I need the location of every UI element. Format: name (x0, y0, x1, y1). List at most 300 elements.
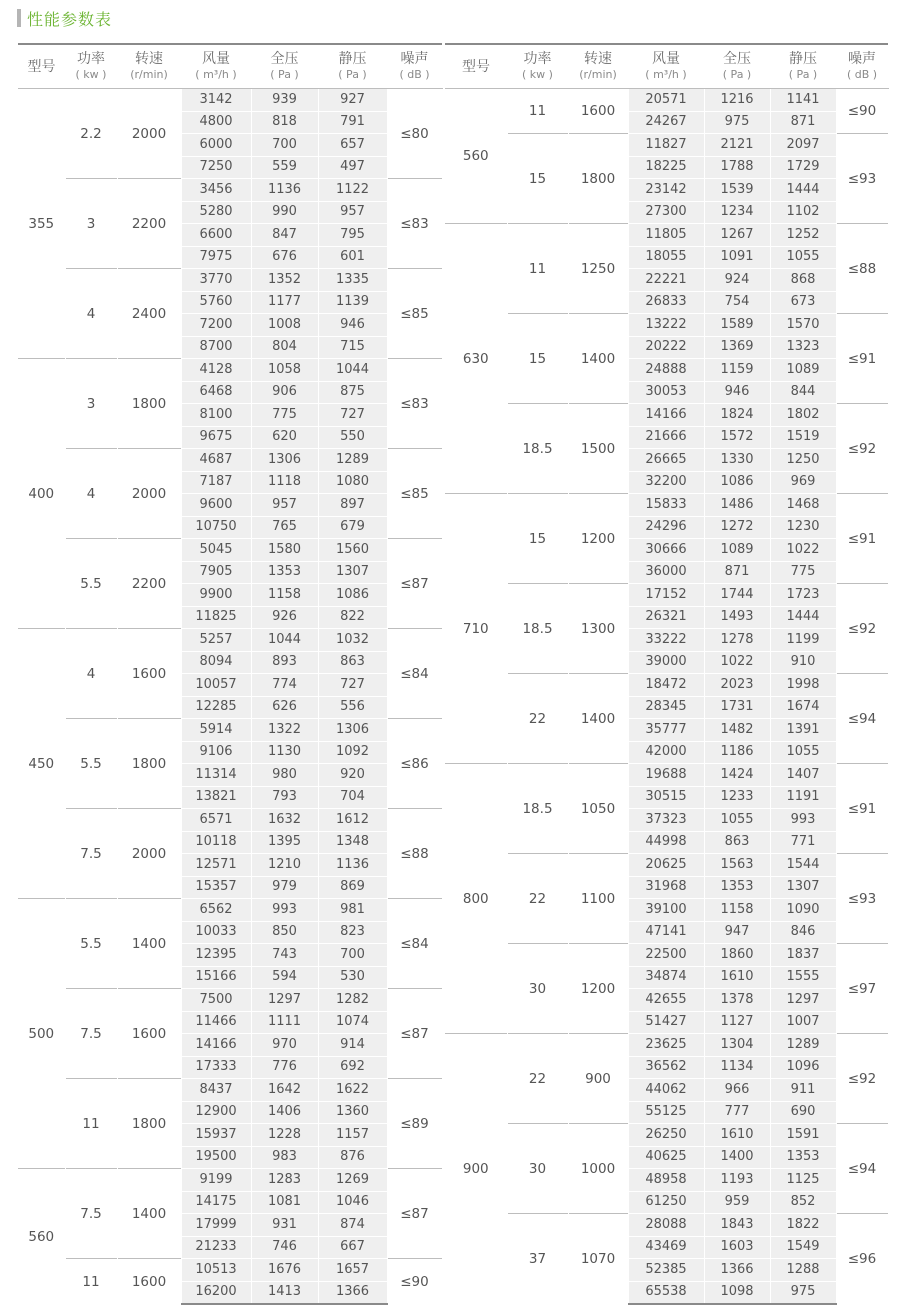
total-pressure-cell: 893 (251, 651, 318, 674)
noise-cell: ≤92 (836, 584, 888, 674)
static-pressure-cell: 1307 (770, 876, 836, 899)
airflow-cell: 12395 (181, 944, 251, 967)
static-pressure-cell: 1353 (770, 1146, 836, 1169)
static-pressure-cell: 704 (318, 786, 387, 809)
total-pressure-cell: 746 (251, 1236, 318, 1259)
total-pressure-cell: 1400 (704, 1146, 770, 1169)
noise-cell: ≤87 (387, 539, 442, 629)
airflow-cell: 12285 (181, 696, 251, 719)
power-cell: 18.5 (507, 584, 568, 674)
power-cell: 4 (65, 449, 117, 539)
static-pressure-cell: 863 (318, 651, 387, 674)
airflow-cell: 42655 (628, 989, 704, 1012)
speed-cell: 1100 (568, 854, 628, 944)
noise-cell: ≤93 (836, 854, 888, 944)
static-pressure-cell: 1306 (318, 719, 387, 742)
speed-cell: 1600 (117, 1259, 181, 1305)
airflow-cell: 17999 (181, 1214, 251, 1237)
total-pressure-cell: 959 (704, 1191, 770, 1214)
static-pressure-cell: 791 (318, 111, 387, 134)
airflow-cell: 33222 (628, 629, 704, 652)
total-pressure-cell: 1744 (704, 584, 770, 607)
column-header-unit: ( dB ) (846, 67, 878, 81)
airflow-cell: 5914 (181, 719, 251, 742)
total-pressure-cell: 1306 (251, 449, 318, 472)
total-pressure-cell: 1610 (704, 966, 770, 989)
static-pressure-cell: 1125 (770, 1169, 836, 1192)
total-pressure-cell: 1058 (251, 359, 318, 382)
table-row (18, 449, 442, 472)
total-pressure-cell: 1267 (704, 224, 770, 247)
airflow-cell: 36000 (628, 561, 704, 584)
total-pressure-cell: 626 (251, 696, 318, 719)
static-pressure-cell: 1102 (770, 201, 836, 224)
airflow-cell: 17152 (628, 584, 704, 607)
static-pressure-cell: 1092 (318, 741, 387, 764)
column-header-label: 风量 (652, 50, 680, 67)
static-pressure-cell: 981 (318, 899, 387, 922)
total-pressure-cell: 1580 (251, 539, 318, 562)
table-row (445, 944, 888, 967)
column-header (18, 44, 65, 89)
static-pressure-cell: 1560 (318, 539, 387, 562)
total-pressure-cell: 1159 (704, 359, 770, 382)
column-header (628, 44, 704, 89)
airflow-cell: 20222 (628, 336, 704, 359)
static-pressure-cell: 1141 (770, 89, 836, 112)
static-pressure-cell: 1444 (770, 606, 836, 629)
total-pressure-cell: 939 (251, 89, 318, 112)
airflow-cell: 11314 (181, 764, 251, 787)
static-pressure-cell: 927 (318, 89, 387, 112)
static-pressure-cell: 1136 (318, 854, 387, 877)
static-pressure-cell: 1191 (770, 786, 836, 809)
static-pressure-cell: 1089 (770, 359, 836, 382)
noise-cell: ≤92 (836, 404, 888, 494)
speed-cell: 1800 (117, 359, 181, 449)
static-pressure-cell: 1250 (770, 449, 836, 472)
noise-cell: ≤87 (387, 989, 442, 1079)
airflow-cell: 48958 (628, 1169, 704, 1192)
total-pressure-cell: 1353 (704, 876, 770, 899)
airflow-cell: 55125 (628, 1101, 704, 1124)
model-cell: 710 (445, 494, 507, 764)
airflow-cell: 21666 (628, 426, 704, 449)
airflow-cell: 5280 (181, 201, 251, 224)
model-cell: 355 (18, 89, 65, 359)
title-accent-bar (17, 9, 21, 27)
total-pressure-cell: 1234 (704, 201, 770, 224)
static-pressure-cell: 556 (318, 696, 387, 719)
model-cell: 630 (445, 224, 507, 494)
column-header (65, 44, 117, 89)
total-pressure-cell: 1283 (251, 1169, 318, 1192)
airflow-cell: 15833 (628, 494, 704, 517)
static-pressure-cell: 692 (318, 1056, 387, 1079)
airflow-cell: 39000 (628, 651, 704, 674)
airflow-cell: 36562 (628, 1056, 704, 1079)
static-pressure-cell: 715 (318, 336, 387, 359)
speed-cell: 1800 (568, 134, 628, 224)
table-row (18, 539, 442, 562)
noise-cell: ≤87 (387, 1169, 442, 1259)
airflow-cell: 3142 (181, 89, 251, 112)
title-block (17, 7, 112, 29)
airflow-cell: 15357 (181, 876, 251, 899)
static-pressure-cell: 993 (770, 809, 836, 832)
airflow-cell: 7500 (181, 989, 251, 1012)
column-header-unit: ( Pa ) (722, 67, 752, 81)
airflow-cell: 9199 (181, 1169, 251, 1192)
table-row (18, 1259, 442, 1282)
airflow-cell: 15937 (181, 1124, 251, 1147)
airflow-cell: 7200 (181, 314, 251, 337)
static-pressure-cell: 1729 (770, 156, 836, 179)
page-title: 性能参数表 (27, 9, 113, 29)
total-pressure-cell: 774 (251, 674, 318, 697)
static-pressure-cell: 1157 (318, 1124, 387, 1147)
power-cell: 11 (507, 89, 568, 134)
total-pressure-cell: 1304 (704, 1034, 770, 1057)
total-pressure-cell: 1272 (704, 516, 770, 539)
static-pressure-cell: 1046 (318, 1191, 387, 1214)
airflow-cell: 7187 (181, 471, 251, 494)
column-header (117, 44, 181, 89)
power-cell: 3 (65, 179, 117, 269)
airflow-cell: 24296 (628, 516, 704, 539)
airflow-cell: 11827 (628, 134, 704, 157)
total-pressure-cell: 700 (251, 134, 318, 157)
total-pressure-cell: 594 (251, 966, 318, 989)
table-row (18, 899, 442, 922)
airflow-cell: 7975 (181, 246, 251, 269)
table-row (18, 989, 442, 1012)
static-pressure-cell: 1297 (770, 989, 836, 1012)
static-pressure-cell: 1055 (770, 741, 836, 764)
noise-cell: ≤90 (836, 89, 888, 134)
total-pressure-cell: 1860 (704, 944, 770, 967)
table-row (18, 359, 442, 382)
speed-cell: 1050 (568, 764, 628, 854)
total-pressure-cell: 1603 (704, 1236, 770, 1259)
airflow-cell: 31968 (628, 876, 704, 899)
column-header-unit: ( m³/h ) (195, 67, 237, 81)
static-pressure-cell: 1723 (770, 584, 836, 607)
static-pressure-cell: 914 (318, 1034, 387, 1057)
column-header-label: 转速 (135, 50, 163, 67)
power-cell: 22 (507, 1034, 568, 1124)
static-pressure-cell: 601 (318, 246, 387, 269)
column-header-label: 型号 (462, 58, 490, 75)
airflow-cell: 65538 (628, 1281, 704, 1304)
airflow-cell: 11805 (628, 224, 704, 247)
static-pressure-cell: 1555 (770, 966, 836, 989)
total-pressure-cell: 947 (704, 921, 770, 944)
total-pressure-cell: 2121 (704, 134, 770, 157)
power-cell: 4 (65, 629, 117, 719)
total-pressure-cell: 676 (251, 246, 318, 269)
static-pressure-cell: 1348 (318, 831, 387, 854)
airflow-cell: 3456 (181, 179, 251, 202)
column-header-unit: ( m³/h ) (645, 67, 687, 81)
total-pressure-cell: 1493 (704, 606, 770, 629)
model-cell: 800 (445, 764, 507, 1034)
airflow-cell: 7250 (181, 156, 251, 179)
total-pressure-cell: 1676 (251, 1259, 318, 1282)
static-pressure-cell: 1288 (770, 1259, 836, 1282)
total-pressure-cell: 1824 (704, 404, 770, 427)
performance-table-left (18, 43, 443, 1305)
static-pressure-cell: 1802 (770, 404, 836, 427)
total-pressure-cell: 1008 (251, 314, 318, 337)
airflow-cell: 22221 (628, 269, 704, 292)
airflow-cell: 27300 (628, 201, 704, 224)
header-row (18, 44, 442, 89)
airflow-cell: 8700 (181, 336, 251, 359)
static-pressure-cell: 1090 (770, 899, 836, 922)
airflow-cell: 11825 (181, 606, 251, 629)
airflow-cell: 44998 (628, 831, 704, 854)
speed-cell: 1000 (568, 1124, 628, 1214)
static-pressure-cell: 957 (318, 201, 387, 224)
column-header (568, 44, 628, 89)
total-pressure-cell: 993 (251, 899, 318, 922)
total-pressure-cell: 1193 (704, 1169, 770, 1192)
speed-cell: 1400 (568, 314, 628, 404)
static-pressure-cell: 1007 (770, 1011, 836, 1034)
airflow-cell: 12571 (181, 854, 251, 877)
column-header (251, 44, 318, 89)
total-pressure-cell: 559 (251, 156, 318, 179)
noise-cell: ≤92 (836, 1034, 888, 1124)
total-pressure-cell: 776 (251, 1056, 318, 1079)
model-cell: 560 (445, 89, 507, 224)
total-pressure-cell: 970 (251, 1034, 318, 1057)
airflow-cell: 24267 (628, 111, 704, 134)
table-row (445, 404, 888, 427)
airflow-cell: 4800 (181, 111, 251, 134)
airflow-cell: 18055 (628, 246, 704, 269)
static-pressure-cell: 2097 (770, 134, 836, 157)
column-header-unit: ( Pa ) (270, 67, 299, 81)
static-pressure-cell: 1674 (770, 696, 836, 719)
airflow-cell: 9675 (181, 426, 251, 449)
speed-cell: 1400 (117, 1169, 181, 1259)
total-pressure-cell: 1563 (704, 854, 770, 877)
noise-cell: ≤96 (836, 1214, 888, 1305)
airflow-cell: 20571 (628, 89, 704, 112)
airflow-cell: 11466 (181, 1011, 251, 1034)
total-pressure-cell: 1022 (704, 651, 770, 674)
airflow-cell: 30515 (628, 786, 704, 809)
total-pressure-cell: 1118 (251, 471, 318, 494)
speed-cell: 2000 (117, 89, 181, 179)
noise-cell: ≤85 (387, 269, 442, 359)
total-pressure-cell: 620 (251, 426, 318, 449)
airflow-cell: 9106 (181, 741, 251, 764)
static-pressure-cell: 727 (318, 674, 387, 697)
total-pressure-cell: 765 (251, 516, 318, 539)
static-pressure-cell: 550 (318, 426, 387, 449)
airflow-cell: 6000 (181, 134, 251, 157)
total-pressure-cell: 1406 (251, 1101, 318, 1124)
total-pressure-cell: 863 (704, 831, 770, 854)
noise-cell: ≤94 (836, 1124, 888, 1214)
total-pressure-cell: 777 (704, 1101, 770, 1124)
power-cell: 3 (65, 359, 117, 449)
airflow-cell: 35777 (628, 719, 704, 742)
column-header-unit: ( dB ) (399, 67, 430, 81)
airflow-cell: 23142 (628, 179, 704, 202)
static-pressure-cell: 1074 (318, 1011, 387, 1034)
noise-cell: ≤94 (836, 674, 888, 764)
total-pressure-cell: 1186 (704, 741, 770, 764)
table-row (445, 89, 888, 112)
model-cell: 560 (18, 1169, 65, 1305)
static-pressure-cell: 1998 (770, 674, 836, 697)
table-row (445, 854, 888, 877)
total-pressure-cell: 1572 (704, 426, 770, 449)
speed-cell: 1600 (117, 989, 181, 1079)
airflow-cell: 19500 (181, 1146, 251, 1169)
model-cell: 400 (18, 359, 65, 629)
total-pressure-cell: 775 (251, 404, 318, 427)
static-pressure-cell: 657 (318, 134, 387, 157)
total-pressure-cell: 1610 (704, 1124, 770, 1147)
noise-cell: ≤84 (387, 899, 442, 989)
static-pressure-cell: 969 (770, 471, 836, 494)
table-row (18, 179, 442, 202)
speed-cell: 2200 (117, 179, 181, 269)
column-header-unit: (r/min) (579, 67, 617, 81)
static-pressure-cell: 1022 (770, 539, 836, 562)
column-header-unit: ( kw ) (75, 67, 107, 81)
static-pressure-cell: 1366 (318, 1281, 387, 1304)
column-header (318, 44, 387, 89)
airflow-cell: 61250 (628, 1191, 704, 1214)
airflow-cell: 10750 (181, 516, 251, 539)
table-row (18, 1079, 442, 1102)
static-pressure-cell: 771 (770, 831, 836, 854)
total-pressure-cell: 1788 (704, 156, 770, 179)
total-pressure-cell: 1642 (251, 1079, 318, 1102)
airflow-cell: 20625 (628, 854, 704, 877)
airflow-cell: 10118 (181, 831, 251, 854)
static-pressure-cell: 1519 (770, 426, 836, 449)
total-pressure-cell: 1130 (251, 741, 318, 764)
total-pressure-cell: 1632 (251, 809, 318, 832)
model-cell: 450 (18, 629, 65, 899)
airflow-cell: 52385 (628, 1259, 704, 1282)
table-row (18, 1169, 442, 1192)
total-pressure-cell: 1158 (704, 899, 770, 922)
total-pressure-cell: 871 (704, 561, 770, 584)
airflow-cell: 6571 (181, 809, 251, 832)
power-cell: 18.5 (507, 404, 568, 494)
power-cell: 37 (507, 1214, 568, 1305)
static-pressure-cell: 1096 (770, 1056, 836, 1079)
total-pressure-cell: 966 (704, 1079, 770, 1102)
total-pressure-cell: 1091 (704, 246, 770, 269)
total-pressure-cell: 1098 (704, 1281, 770, 1304)
table-row (18, 629, 442, 652)
column-header (507, 44, 568, 89)
total-pressure-cell: 1216 (704, 89, 770, 112)
total-pressure-cell: 1413 (251, 1281, 318, 1304)
static-pressure-cell: 1139 (318, 291, 387, 314)
noise-cell: ≤80 (387, 89, 442, 179)
power-cell: 30 (507, 944, 568, 1034)
power-cell: 5.5 (65, 719, 117, 809)
airflow-cell: 15166 (181, 966, 251, 989)
static-pressure-cell: 874 (318, 1214, 387, 1237)
static-pressure-cell: 910 (770, 651, 836, 674)
column-header (836, 44, 888, 89)
column-header-label: 型号 (27, 58, 56, 75)
power-cell: 7.5 (65, 989, 117, 1079)
power-cell: 22 (507, 674, 568, 764)
airflow-cell: 23625 (628, 1034, 704, 1057)
static-pressure-cell: 1289 (770, 1034, 836, 1057)
noise-cell: ≤90 (387, 1259, 442, 1305)
airflow-cell: 13821 (181, 786, 251, 809)
power-cell: 15 (507, 134, 568, 224)
total-pressure-cell: 1378 (704, 989, 770, 1012)
total-pressure-cell: 1233 (704, 786, 770, 809)
static-pressure-cell: 1657 (318, 1259, 387, 1282)
total-pressure-cell: 1127 (704, 1011, 770, 1034)
power-cell: 11 (65, 1259, 117, 1305)
airflow-cell: 24888 (628, 359, 704, 382)
column-header (704, 44, 770, 89)
total-pressure-cell: 931 (251, 1214, 318, 1237)
speed-cell: 1600 (568, 89, 628, 134)
static-pressure-cell: 1199 (770, 629, 836, 652)
table-row (445, 224, 888, 247)
static-pressure-cell: 1230 (770, 516, 836, 539)
total-pressure-cell: 1395 (251, 831, 318, 854)
column-header-label: 全压 (723, 50, 751, 67)
airflow-cell: 10033 (181, 921, 251, 944)
total-pressure-cell: 1044 (251, 629, 318, 652)
table-row (445, 1034, 888, 1057)
noise-cell: ≤85 (387, 449, 442, 539)
table-row (18, 89, 442, 112)
power-cell: 7.5 (65, 809, 117, 899)
noise-cell: ≤89 (387, 1079, 442, 1169)
power-cell: 7.5 (65, 1169, 117, 1259)
total-pressure-cell: 1482 (704, 719, 770, 742)
noise-cell: ≤88 (836, 224, 888, 314)
airflow-cell: 47141 (628, 921, 704, 944)
table-row (445, 764, 888, 787)
static-pressure-cell: 871 (770, 111, 836, 134)
static-pressure-cell: 1122 (318, 179, 387, 202)
static-pressure-cell: 1612 (318, 809, 387, 832)
power-cell: 5.5 (65, 899, 117, 989)
static-pressure-cell: 975 (770, 1281, 836, 1304)
airflow-cell: 14175 (181, 1191, 251, 1214)
total-pressure-cell: 1424 (704, 764, 770, 787)
column-header (770, 44, 836, 89)
static-pressure-cell: 1307 (318, 561, 387, 584)
static-pressure-cell: 1269 (318, 1169, 387, 1192)
column-header-label: 静压 (789, 50, 817, 67)
static-pressure-cell: 1282 (318, 989, 387, 1012)
airflow-cell: 3770 (181, 269, 251, 292)
total-pressure-cell: 1589 (704, 314, 770, 337)
noise-cell: ≤91 (836, 764, 888, 854)
